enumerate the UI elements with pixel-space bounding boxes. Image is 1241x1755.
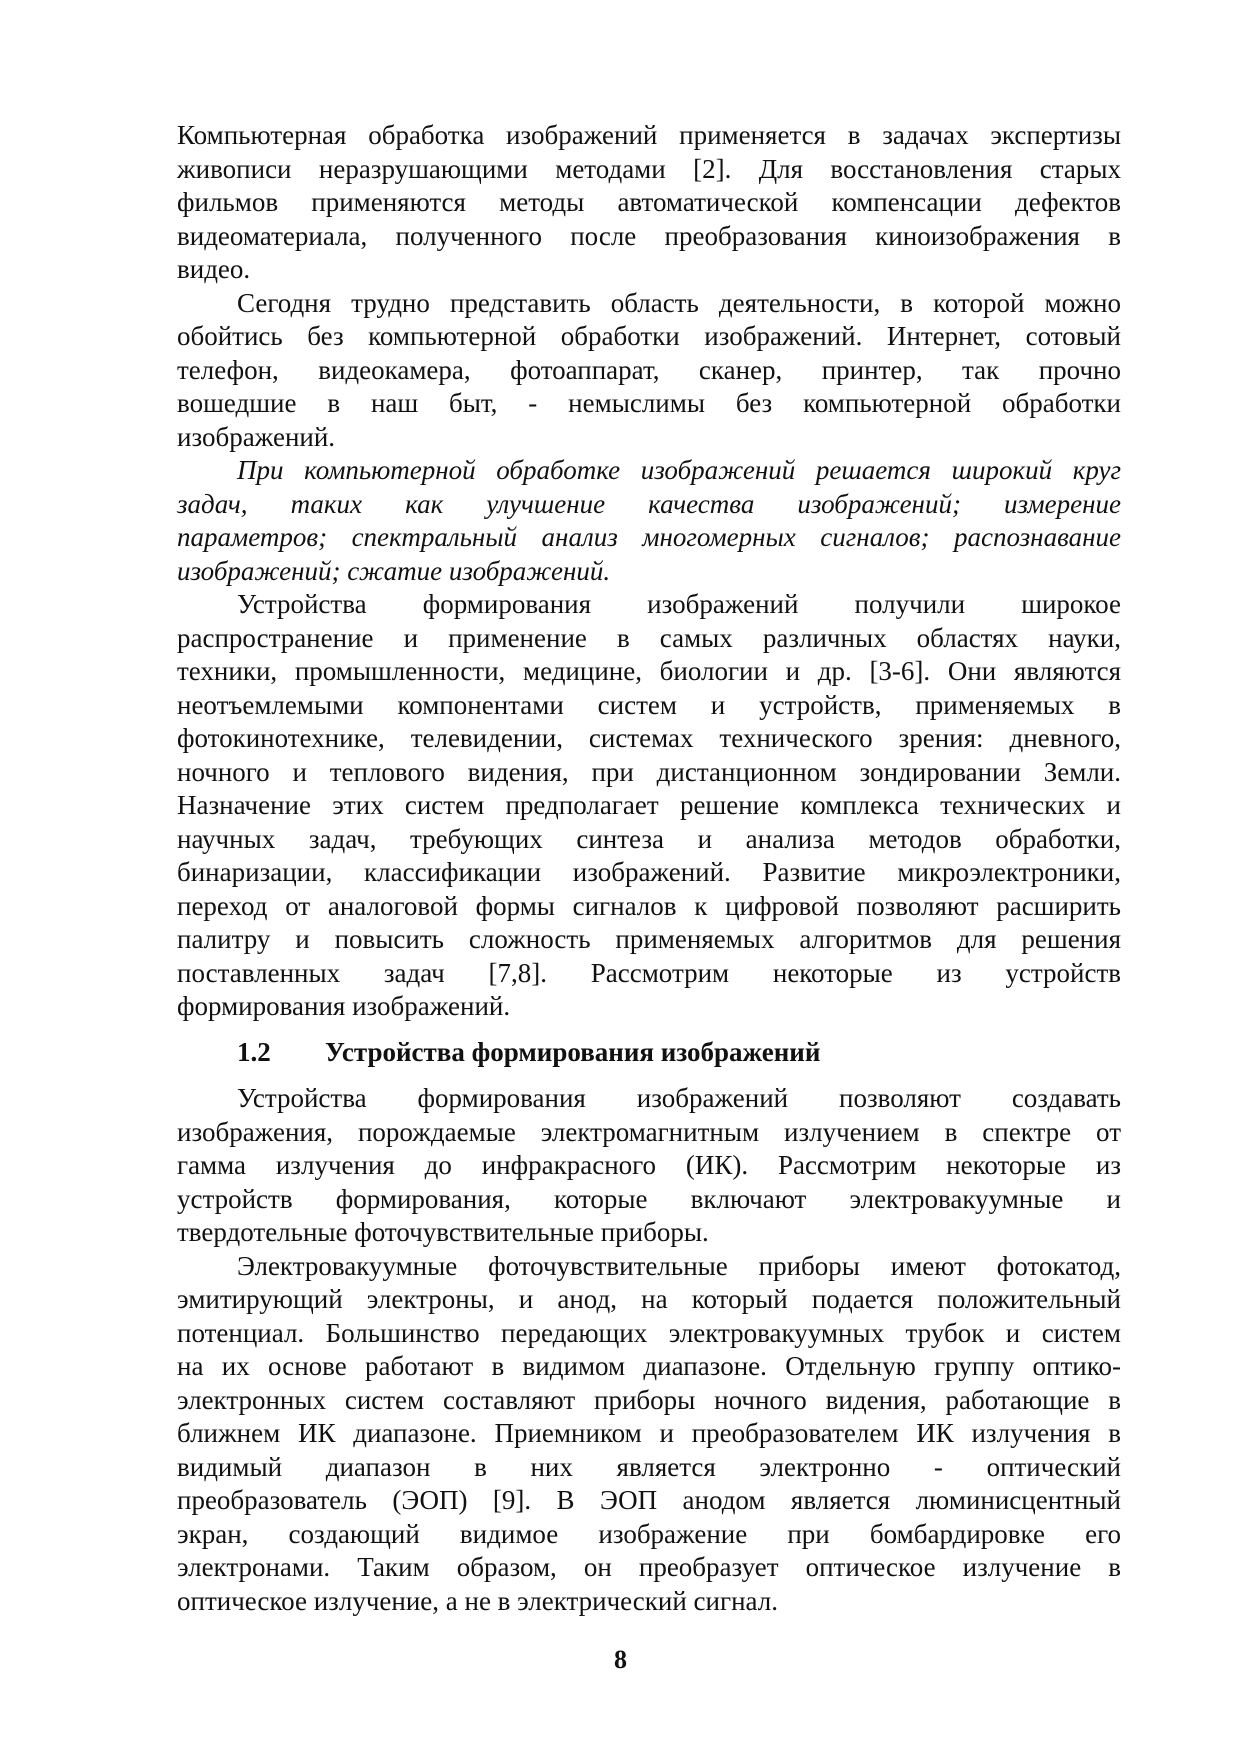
text-line: техники, промышленности, медицине, биологии и др. [3-6]. Они являются: [177, 656, 1121, 686]
text-line: Назначение этих систем предполагает решение комплекса технических и: [177, 790, 1121, 820]
text-line: вошедшие в наш быт, - немыслимы без компьютерной обработки: [177, 388, 1121, 418]
paragraph: [177, 454, 1121, 588]
text-line: электронных систем составляют приборы ночного видения, работающие в: [177, 1384, 1121, 1415]
text-line: видимый диапазон в них является электронно - оптический: [177, 1451, 1121, 1482]
text-line: Устройства формирования изображений позволяют создавать: [237, 1083, 1121, 1113]
text-line: Сегодня трудно представить область деятельности, в которой можно: [237, 287, 1121, 318]
section-heading: [177, 1036, 1121, 1070]
text-line: преобразователь (ЭОП) [9]. В ЭОП анодом является люминисцентный: [177, 1485, 1121, 1515]
text-line: Компьютерная обработка изображений применяется в задачах экспертизы: [177, 120, 1121, 150]
text-line: видео.: [177, 254, 251, 284]
text-line: научных задач, требующих синтеза и анализа методов обработки,: [177, 823, 1121, 854]
text-line: устройств формирования, которые включают электровакуумные и: [177, 1183, 1121, 1214]
text-line: При компьютерной обработке изображений решается широкий круг: [237, 455, 1121, 485]
text-line: формирования изображений.: [177, 991, 511, 1021]
text-line: задач, таких как улучшение качества изображений; измерение: [177, 488, 1121, 519]
paragraphs-before-heading: [177, 119, 1121, 1024]
text-line: распространение и применение в самых различных областях науки,: [177, 622, 1121, 653]
text-line: фильмов применяются методы автоматической компенсации дефектов: [177, 187, 1121, 217]
text-line: гамма излучения до инфракрасного (ИК). Рассмотрим некоторые из: [177, 1150, 1121, 1180]
text-line: ночного и теплового видения, при дистанционном зондировании Земли.: [177, 756, 1121, 787]
paragraph: [177, 588, 1121, 1024]
text-line: на их основе работают в видимом диапазоне. Отдельную группу оптико-: [177, 1351, 1121, 1381]
text-line: ближнем ИК диапазоне. Приемником и преобразователем ИК излучения в: [177, 1418, 1121, 1448]
text-line: Электровакуумные фоточувствительные приборы имеют фотокатод,: [237, 1250, 1121, 1281]
paragraph: [177, 1250, 1121, 1619]
text-line: экран, создающий видимое изображение при бомбардировке его: [177, 1518, 1121, 1549]
page-body: [177, 119, 1121, 1618]
text-line: изображений.: [177, 421, 336, 452]
text-line: электронами. Таким образом, он преобразует оптическое излучение в: [177, 1552, 1121, 1582]
text-line: живописи неразрушающими методами [2]. Для восстановления старых: [177, 153, 1121, 184]
text-line: палитру и повысить сложность применяемых алгоритмов для решения: [177, 924, 1121, 954]
text-line: параметров; спектральный анализ многомерных сигналов; распознавание: [177, 522, 1121, 552]
paragraph: [177, 287, 1121, 455]
text-line: видеоматериала, полученного после преобразования киноизображения в: [177, 220, 1121, 251]
text-line: потенциал. Большинство передающих электровакуумных трубок и систем: [177, 1317, 1121, 1348]
text-line: Устройства формирования изображений получили широкое: [237, 589, 1121, 619]
text-line: поставленных задач [7,8]. Рассмотрим некоторые из устройств: [177, 957, 1121, 988]
text-line: твердотельные фоточувствительные приборы.: [177, 1217, 709, 1247]
section-number: 1.2: [237, 1036, 271, 1067]
paragraphs-after-heading: [177, 1082, 1121, 1618]
text-line: эмитирующий электроны, и анод, на который подается положительный: [177, 1284, 1121, 1314]
text-line: изображения, порождаемые электромагнитным излучением в спектре от: [177, 1116, 1121, 1147]
section-title: Устройства формирования изображений: [325, 1036, 821, 1067]
paragraph: [177, 119, 1121, 287]
text-line: неотъемлемыми компонентами систем и устройств, применяемых в: [177, 689, 1121, 720]
text-line: изображений; сжатие изображений.: [177, 555, 611, 586]
text-line: бинаризации, классификации изображений. Развитие микроэлектроники,: [177, 857, 1121, 887]
text-line: обойтись без компьютерной обработки изображений. Интернет, сотовый: [177, 321, 1121, 351]
text-line: переход от аналоговой формы сигналов к цифровой позволяют расширить: [177, 890, 1121, 921]
page-number: 8: [614, 1645, 627, 1674]
paragraph: [177, 1082, 1121, 1250]
text-line: телефон, видеокамера, фотоаппарат, сканер, принтер, так прочно: [177, 354, 1121, 385]
text-line: оптическое излучение, а не в электрический сигнал.: [177, 1585, 778, 1616]
text-line: фотокинотехнике, телевидении, системах технического зрения: дневного,: [177, 723, 1121, 753]
